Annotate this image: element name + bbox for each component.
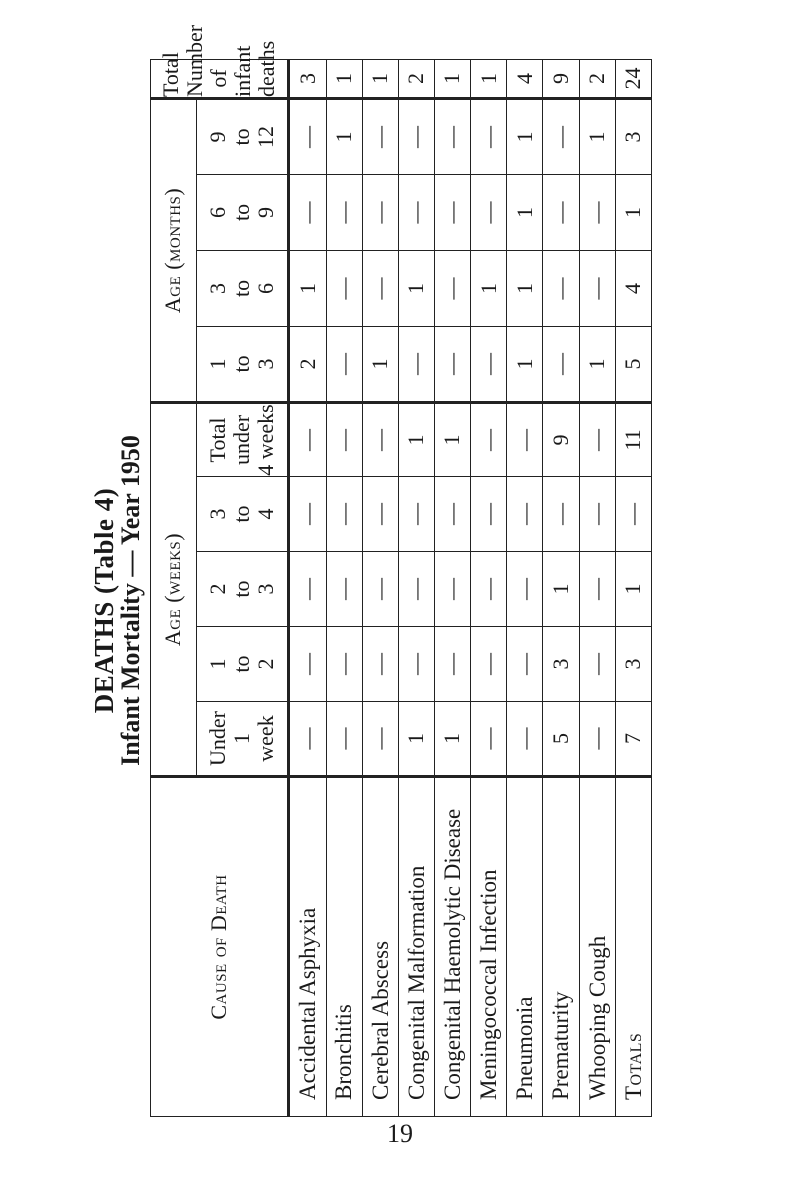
value-cell: — xyxy=(435,326,471,402)
age-column-header: 3 to 6 xyxy=(197,250,289,326)
value-cell: — xyxy=(579,250,615,326)
value-cell: — xyxy=(543,98,579,174)
value-cell: — xyxy=(471,477,507,552)
cause-cell: Accidental Asphyxia xyxy=(289,777,327,1117)
age-column-header: Under 1 week xyxy=(197,702,289,777)
cause-cell: Whooping Cough xyxy=(579,777,615,1117)
value-cell: — xyxy=(398,552,434,627)
value-cell: — xyxy=(326,552,362,627)
value-cell: — xyxy=(326,477,362,552)
value-cell: — xyxy=(326,627,362,702)
value-cell: — xyxy=(326,174,362,250)
cause-cell: Congenital Haemolytic Disease xyxy=(435,777,471,1117)
value-cell: 2 xyxy=(398,59,434,98)
value-cell: 1 xyxy=(435,702,471,777)
cause-cell: Congenital Malformation xyxy=(398,777,434,1117)
value-cell: — xyxy=(435,98,471,174)
value-cell: 9 xyxy=(543,402,579,476)
age-column-header: 1 to 2 xyxy=(197,627,289,702)
value-cell: — xyxy=(435,552,471,627)
value-cell: — xyxy=(507,702,543,777)
value-cell: — xyxy=(326,702,362,777)
value-cell: — xyxy=(615,477,651,552)
value-cell: 3 xyxy=(543,627,579,702)
value-cell: 1 xyxy=(507,98,543,174)
table-row xyxy=(398,59,434,1116)
value-cell: 4 xyxy=(615,250,651,326)
value-cell: 1 xyxy=(471,59,507,98)
value-cell: — xyxy=(471,98,507,174)
value-cell: 1 xyxy=(543,552,579,627)
cause-cell: Pneumonia xyxy=(507,777,543,1117)
value-cell: 9 xyxy=(543,59,579,98)
value-cell: — xyxy=(362,627,398,702)
value-cell: 1 xyxy=(398,702,434,777)
value-cell: — xyxy=(471,552,507,627)
value-cell: — xyxy=(471,702,507,777)
cause-cell: Prematurity xyxy=(543,777,579,1117)
value-cell: 1 xyxy=(362,59,398,98)
value-cell: — xyxy=(326,326,362,402)
value-cell: — xyxy=(543,477,579,552)
value-cell: — xyxy=(326,402,362,476)
value-cell: — xyxy=(507,402,543,476)
value-cell: 3 xyxy=(615,627,651,702)
value-cell: 1 xyxy=(579,98,615,174)
value-cell: 1 xyxy=(362,326,398,402)
value-cell: — xyxy=(289,477,327,552)
table-row xyxy=(507,59,543,1116)
value-cell: 4 xyxy=(507,59,543,98)
value-cell: 1 xyxy=(471,250,507,326)
value-cell: — xyxy=(579,477,615,552)
value-cell: 1 xyxy=(326,98,362,174)
value-cell: — xyxy=(507,627,543,702)
page-number: 19 xyxy=(387,1119,413,1148)
table-row xyxy=(362,59,398,1116)
value-cell: — xyxy=(398,326,434,402)
value-cell: — xyxy=(289,627,327,702)
cause-header: Cause of Death xyxy=(151,777,289,1117)
value-cell: — xyxy=(289,702,327,777)
value-cell: 2 xyxy=(289,326,327,402)
value-cell: — xyxy=(471,174,507,250)
table-row xyxy=(289,59,327,1116)
value-cell: 1 xyxy=(398,402,434,476)
value-cell: — xyxy=(362,477,398,552)
value-cell: — xyxy=(507,477,543,552)
age-column-header: 9 to 12 xyxy=(197,98,289,174)
value-cell: 3 xyxy=(615,98,651,174)
table-row xyxy=(543,59,579,1116)
value-cell: 11 xyxy=(615,402,651,476)
page-subtitle: Infant Mortality — Year 1950 xyxy=(116,435,145,766)
value-cell: — xyxy=(435,627,471,702)
value-cell: — xyxy=(579,627,615,702)
age-column-header: Total under 4 weeks xyxy=(197,402,289,476)
value-cell: — xyxy=(398,477,434,552)
value-cell: — xyxy=(326,250,362,326)
page-title: DEATHS (Table 4) xyxy=(89,487,119,714)
total-header: Total Number of infant deaths xyxy=(151,59,289,98)
value-cell: — xyxy=(579,702,615,777)
cause-cell: Meningococcal Infection xyxy=(471,777,507,1117)
value-cell: 1 xyxy=(507,326,543,402)
value-cell: — xyxy=(543,174,579,250)
value-cell: 1 xyxy=(326,59,362,98)
value-cell: — xyxy=(579,174,615,250)
cause-cell: Bronchitis xyxy=(326,777,362,1117)
value-cell: — xyxy=(435,174,471,250)
value-cell: — xyxy=(289,402,327,476)
age-column-header: 2 to 3 xyxy=(197,552,289,627)
value-cell: 7 xyxy=(615,702,651,777)
age-column-header: 1 to 3 xyxy=(197,326,289,402)
value-cell: — xyxy=(435,250,471,326)
value-cell: — xyxy=(398,627,434,702)
value-cell: — xyxy=(398,174,434,250)
value-cell: 1 xyxy=(615,552,651,627)
value-cell: — xyxy=(362,402,398,476)
value-cell: — xyxy=(362,174,398,250)
value-cell: 1 xyxy=(435,59,471,98)
value-cell: — xyxy=(362,250,398,326)
value-cell: — xyxy=(435,477,471,552)
value-cell: 5 xyxy=(615,326,651,402)
value-cell: — xyxy=(507,552,543,627)
value-cell: — xyxy=(362,702,398,777)
value-cell: 1 xyxy=(289,250,327,326)
value-cell: — xyxy=(579,552,615,627)
value-cell: — xyxy=(543,250,579,326)
value-cell: 1 xyxy=(435,402,471,476)
age-column-header: 3 to 4 xyxy=(197,477,289,552)
value-cell: — xyxy=(471,326,507,402)
cause-cell: Cerebral Abscess xyxy=(362,777,398,1117)
table-row xyxy=(326,59,362,1116)
value-cell: — xyxy=(289,552,327,627)
age-months-header: Age (months) xyxy=(151,98,197,402)
table-row xyxy=(579,59,615,1116)
value-cell: — xyxy=(543,326,579,402)
value-cell: — xyxy=(471,402,507,476)
value-cell: — xyxy=(362,98,398,174)
value-cell: — xyxy=(579,402,615,476)
value-cell: 5 xyxy=(543,702,579,777)
value-cell: 24 xyxy=(615,59,651,98)
value-cell: — xyxy=(398,98,434,174)
value-cell: 1 xyxy=(579,326,615,402)
value-cell: 3 xyxy=(289,59,327,98)
infant-mortality-table xyxy=(150,24,652,1117)
totals-row xyxy=(615,59,651,1116)
cause-cell: Totals xyxy=(615,777,651,1117)
age-weeks-header: Age (weeks) xyxy=(151,402,197,776)
value-cell: — xyxy=(289,174,327,250)
table-row xyxy=(435,59,471,1116)
value-cell: 1 xyxy=(398,250,434,326)
age-column-header: 6 to 9 xyxy=(197,174,289,250)
value-cell: 1 xyxy=(507,250,543,326)
value-cell: 2 xyxy=(579,59,615,98)
value-cell: 1 xyxy=(507,174,543,250)
value-cell: 1 xyxy=(615,174,651,250)
value-cell: — xyxy=(289,98,327,174)
value-cell: — xyxy=(362,552,398,627)
value-cell: — xyxy=(471,627,507,702)
table-row xyxy=(471,59,507,1116)
